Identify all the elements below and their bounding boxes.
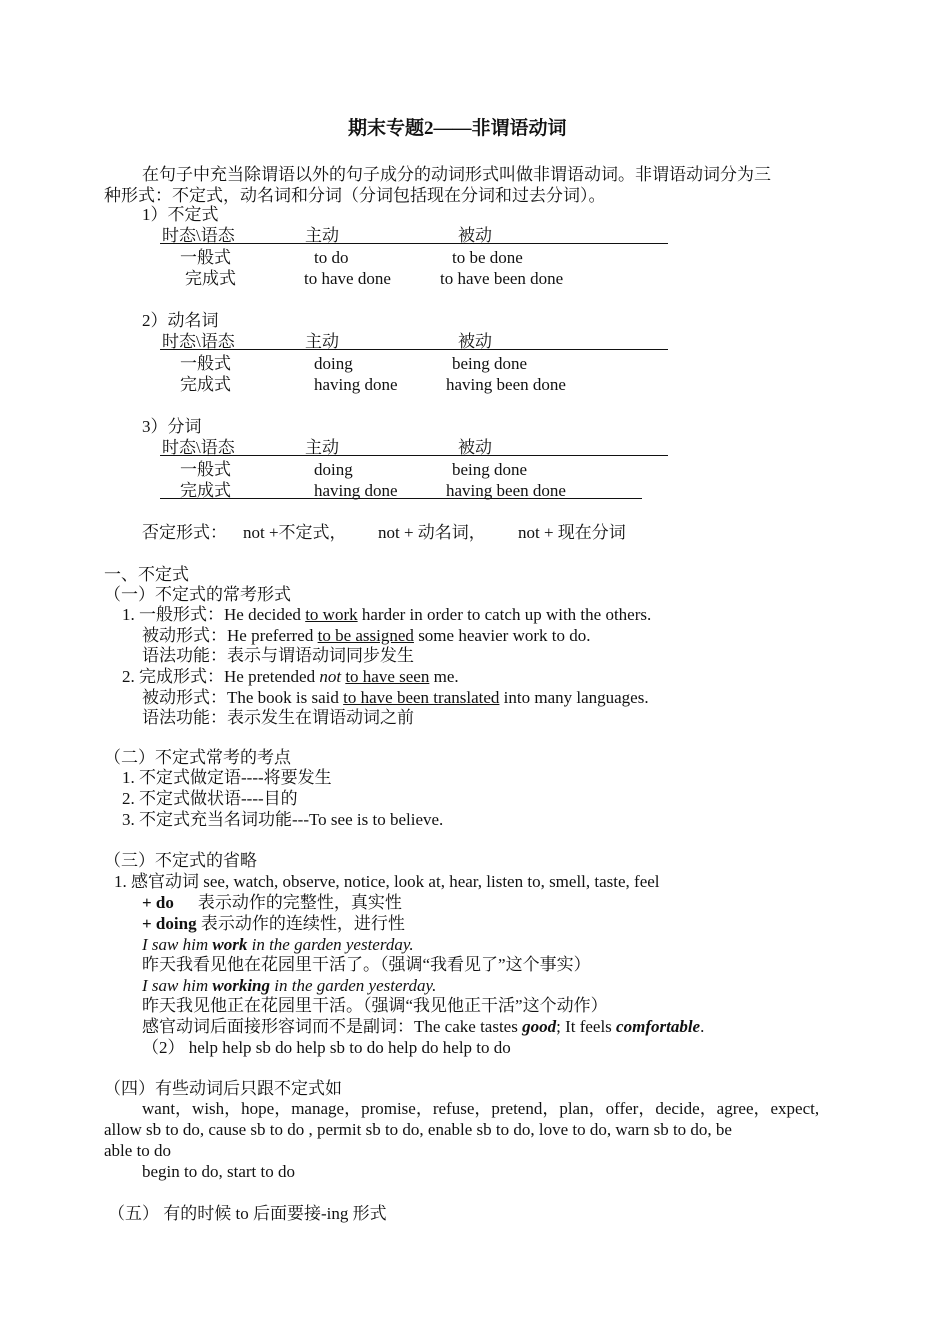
page-title: 期末专题2——非谓语动词 (348, 118, 567, 139)
table3-header-col3: 被动 (458, 438, 492, 457)
table2-row1-col2: doing (314, 354, 353, 373)
sub1-heading: （一）不定式的常考形式 (104, 585, 291, 604)
sub1-item1: 1. 一般形式：He decided to work harder in order to catch up with the others. (122, 605, 652, 624)
table1-row2-col1: 完成式 (185, 269, 236, 288)
table3-row1-col2: doing (314, 460, 353, 479)
table1-header-col1: 时态\语态 (162, 226, 235, 245)
table3-row1-col1: 一般式 (180, 460, 231, 479)
table3-row2-col3: having been done (446, 481, 566, 500)
intro-line-1: 在句子中充当除谓语以外的句子成分的动词形式叫做非谓语动词。非谓语动词分为三 (142, 165, 771, 184)
negation-c: not + 现在分词 (518, 523, 626, 542)
table2-row1-col1: 一般式 (180, 354, 231, 373)
sub3-line7: 昨天我见他正在花园里干活。（强调“我见他正干活”这个动作） (142, 996, 608, 1015)
negation-label: 否定形式： (142, 523, 227, 542)
sub3-line9: （2） help help sb do help sb to do help do help to do (142, 1038, 511, 1057)
sub3-line4: I saw him work in the garden yesterday. (142, 935, 414, 954)
table1-header-col3: 被动 (458, 226, 492, 245)
table1-header-rule (160, 243, 668, 244)
sub4-para-line1: want，wish，hope，manage，promise，refuse，pretend，plan，offer，decide，agree，expect, (142, 1099, 820, 1118)
sub2-heading: （二）不定式常考的考点 (104, 748, 291, 767)
sub3-line8: 感官动词后面接形容词而不是副词：The cake tastes good; It feels comfortable. (142, 1017, 705, 1036)
negation-a: not +不定式， (243, 523, 347, 542)
sub1-item2: 2. 完成形式：He pretended not to have seen me. (122, 667, 459, 686)
table1-row1-col3: to be done (452, 248, 523, 267)
table3-header-rule (160, 455, 668, 456)
table3-heading: 3）分词 (142, 417, 202, 436)
table2-row1-col3: being done (452, 354, 528, 373)
sub3-line3: + doing 表示动作的连续性，进行性 (142, 914, 405, 933)
sub4-para-line2: allow sb to do, cause sb to do , permit sb to do, enable sb to do, love to do, warn sb to do, be (104, 1120, 732, 1139)
sub1-item2-function: 语法功能：表示发生在谓语动词之前 (142, 708, 414, 727)
intro-line-2: 种形式：不定式，动名词和分词（分词包括现在分词和过去分词）。 (104, 186, 606, 205)
table3-bottom-rule (160, 498, 642, 499)
sub4-para-line4: begin to do, start to do (142, 1162, 295, 1181)
table1-row1-col2: to do (314, 248, 349, 267)
table1-header-col2: 主动 (305, 226, 339, 245)
table3-row2-col1: 完成式 (180, 481, 231, 500)
sub3-heading: （三）不定式的省略 (104, 851, 257, 870)
sub5-heading: （五） 有的时候 to 后面要接-ing 形式 (108, 1204, 387, 1223)
table2-header-col2: 主动 (305, 332, 339, 351)
sub1-item2-passive: 被动形式：The book is said to have been translated into many languages. (142, 688, 649, 707)
sub2-item3: 3. 不定式充当名词功能---To see is to believe. (122, 810, 444, 829)
table3-header-col2: 主动 (305, 438, 339, 457)
table2-row2-col3: having been done (446, 375, 566, 394)
sub3-line2: + do 表示动作的完整性，真实性 (142, 893, 402, 912)
table3-header-col1: 时态\语态 (162, 438, 235, 457)
sub1-item1-function: 语法功能：表示与谓语动词同步发生 (142, 646, 414, 665)
table2-row2-col1: 完成式 (180, 375, 231, 394)
table1-heading: 1）不定式 (142, 205, 219, 224)
table3-row2-col2: having done (314, 481, 398, 500)
table2-header-rule (160, 349, 668, 350)
table1-row1-col1: 一般式 (180, 248, 231, 267)
sub3-line5: 昨天我看见他在花园里干活了。（强调“我看见了”这个事实） (142, 955, 591, 974)
table2-header-col3: 被动 (458, 332, 492, 351)
sub4-heading: （四）有些动词后只跟不定式如 (104, 1079, 342, 1098)
table2-heading: 2）动名词 (142, 311, 219, 330)
sub4-para-line3: able to do (104, 1141, 172, 1160)
sub3-line6: I saw him working in the garden yesterday. (142, 976, 437, 995)
sub2-item2: 2. 不定式做状语----目的 (122, 789, 298, 808)
table2-header-col1: 时态\语态 (162, 332, 235, 351)
sub2-item1: 1. 不定式做定语----将要发生 (122, 768, 332, 787)
table1-row2-col2: to have done (304, 269, 391, 288)
negation-b: not + 动名词， (378, 523, 486, 542)
table3-row1-col3: being done (452, 460, 528, 479)
section1-heading: 一、不定式 (104, 565, 189, 584)
table2-row2-col2: having done (314, 375, 398, 394)
sub1-item1-passive: 被动形式：He preferred to be assigned some heavier work to do. (142, 626, 591, 645)
sub3-line1: 1. 感官动词 see, watch, observe, notice, look at, hear, listen to, smell, taste, feel (114, 872, 660, 891)
table1-row2-col3: to have been done (440, 269, 564, 288)
